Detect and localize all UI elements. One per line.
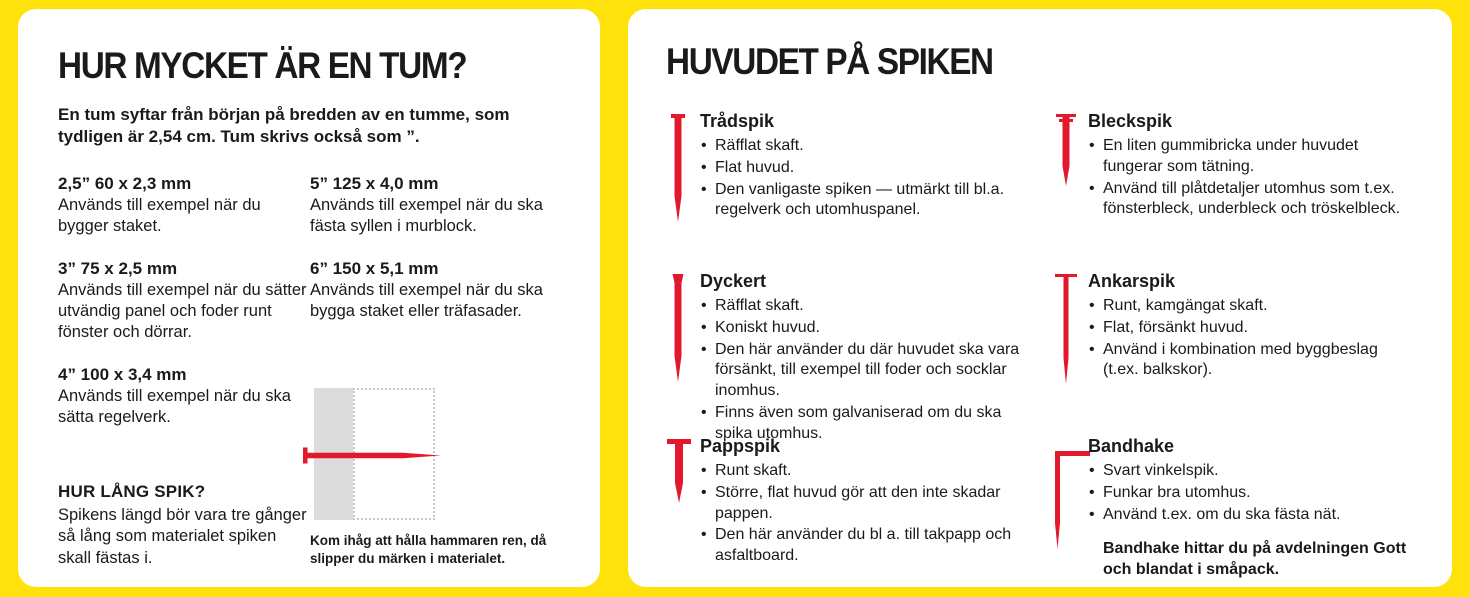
size-heading: 3” 75 x 2,5 mm	[58, 258, 178, 278]
bullet: • En liten gummibricka under huvudet fungerar som tätning.	[1088, 136, 1416, 178]
nail-item-ankarspik	[1054, 271, 1416, 436]
bandhake-location-note: Bandhake hittar du på avdelningen Gott och blandat i småpack.	[1103, 540, 1407, 579]
size-column-left	[58, 173, 310, 581]
size-columns	[58, 173, 560, 581]
nail-length-diagram	[310, 388, 440, 520]
size-description: Används till exempel när du ska fästa syllen i murblock.	[310, 195, 543, 235]
nail-item-tradspik	[666, 111, 1028, 271]
nail-wide-thin-head-icon	[1054, 271, 1088, 436]
nail-bullets	[700, 296, 1028, 445]
nail-type-grid	[666, 111, 1416, 597]
size-description: Används till exempel när du ska bygga staket eller träfasader.	[310, 280, 543, 320]
nail-name: Pappspik	[700, 436, 781, 456]
how-long-description: Spikens längd bör vara tre gånger så lång som materialet spiken skall fästas i.	[58, 505, 307, 567]
bullet: • Flat, försänkt huvud.	[1088, 318, 1416, 339]
bullet: • Räfflat skaft.	[700, 296, 1028, 317]
nail-large-head-short-icon	[666, 436, 700, 597]
bullet: • Runt, kamgängat skaft.	[1088, 296, 1416, 317]
size-description: Används till exempel när du bygger staket.	[58, 195, 261, 235]
bullet: • Den vanligaste spiken — utmärkt till bl.a. regelverk och utomhuspanel.	[700, 180, 1028, 222]
how-long-spike-section	[58, 482, 310, 569]
bullet: • Finns även som galvaniserad om du ska spika utomhus.	[700, 403, 1028, 445]
size-entry-2-5	[58, 173, 310, 237]
nail-angle-hook-icon	[1054, 436, 1088, 597]
nail-head-card	[628, 9, 1452, 587]
nail-item-bleckspik	[1054, 111, 1416, 271]
size-entry-6	[310, 258, 560, 322]
nail-bullets	[1088, 136, 1416, 220]
bullet: • Räfflat skaft.	[700, 136, 1028, 157]
size-column-right	[310, 173, 560, 581]
how-long-heading: HUR LÅNG SPIK?	[58, 481, 206, 501]
bullet: • Större, flat huvud gör att den inte skadar pappen.	[700, 483, 1028, 525]
nail-name: Dyckert	[700, 271, 767, 291]
nail-flat-head-icon	[666, 111, 700, 271]
bullet: • Den här använder du bl a. till takpapp och asfaltboard.	[700, 525, 1028, 567]
nail-name: Trådspik	[700, 111, 775, 131]
bullet: • Funkar bra utomhus.	[1088, 483, 1416, 504]
nail-name: Ankarspik	[1088, 271, 1176, 291]
size-heading: 2,5” 60 x 2,3 mm	[58, 173, 192, 193]
bullet: • Använd i kombination med byggbeslag (t.ex. balkskor).	[1088, 340, 1416, 382]
bullet: • Svart vinkelspik.	[1088, 461, 1416, 482]
bullet: • Använd till plåtdetaljer utomhus som t.ex. fönsterbleck, underbleck och tröskelbleck.	[1088, 179, 1416, 221]
bullet: • Koniskt huvud.	[700, 318, 1028, 339]
horizontal-nail-icon	[303, 447, 445, 464]
size-heading: 4” 100 x 3,4 mm	[58, 364, 187, 384]
nail-item-dyckert	[666, 271, 1028, 442]
nail-item-bandhake	[1054, 436, 1416, 597]
nail-washer-head-icon	[1054, 111, 1088, 271]
nail-bullets	[1088, 461, 1416, 525]
bullet: • Den här använder du där huvudet ska vara försänkt, till exempel till foder och socklar inomhus.	[700, 340, 1028, 402]
bullet: • Runt skaft.	[700, 461, 1028, 482]
size-entry-5	[310, 173, 560, 237]
size-entry-3	[58, 258, 310, 343]
nail-bullets	[700, 136, 1028, 221]
nail-conical-head-icon	[666, 271, 700, 436]
size-description: Används till exempel när du ska sätta regelverk.	[58, 386, 291, 426]
nail-bullets	[1088, 296, 1416, 381]
bullet: • Flat huvud.	[700, 158, 1028, 179]
left-card-title: HUR MYCKET ÄR EN TUM?	[58, 45, 467, 86]
nail-item-pappspik	[666, 436, 1028, 597]
size-heading: 5” 125 x 4,0 mm	[310, 173, 439, 193]
bullet: • Använd t.ex. om du ska fästa nät.	[1088, 505, 1416, 526]
size-heading: 6” 150 x 5,1 mm	[310, 258, 439, 278]
size-description: Används till exempel när du sätter utvändig panel och foder runt fönster och dörrar.	[58, 280, 307, 341]
size-entry-4	[58, 364, 310, 428]
right-card-title: HUVUDET PÅ SPIKEN	[666, 41, 993, 82]
nail-name: Bandhake	[1088, 436, 1175, 456]
inch-intro-text: En tum syftar från början på bredden av en tumme, som tydligen är 2,54 cm. Tum skrivs också som ”.	[58, 105, 510, 147]
nail-name: Bleckspik	[1088, 111, 1173, 131]
hammer-tip-caption: Kom ihåg att hålla hammaren ren, då slipper du märken i materialet.	[310, 532, 547, 566]
nail-bullets	[700, 461, 1028, 567]
inch-info-card	[18, 9, 600, 587]
